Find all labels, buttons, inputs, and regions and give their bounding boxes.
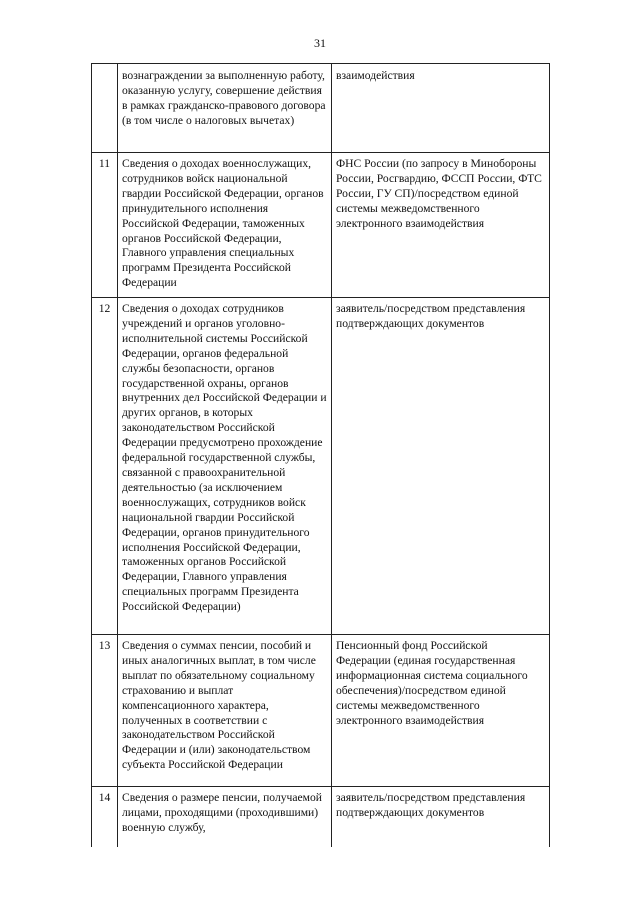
table-row-continued bbox=[92, 64, 550, 153]
table-row-13 bbox=[92, 635, 550, 787]
row-number: 11 bbox=[92, 153, 118, 298]
row-number: 13 bbox=[92, 635, 118, 787]
source-cell: взаимодействия bbox=[332, 64, 550, 153]
source-cell: Пенсионный фонд Российской Федерации (единая государственная информационная система социального обеспечения)/посредством единой системы межведомственного электронного взаимодействия bbox=[332, 635, 550, 787]
table-row-14 bbox=[92, 787, 550, 847]
information-cell: Сведения о суммах пенсии, пособий и иных аналогичных выплат, в том числе выплат по обязательному социальному страхованию и выплат компенсационного характера, полученных в соответствии с законодательством Российской Федерации и (или) законодательством субъекта Российской Федерации bbox=[118, 635, 332, 787]
source-cell: заявитель/посредством представления подтверждающих документов bbox=[332, 298, 550, 635]
table-row-12 bbox=[92, 298, 550, 635]
source-cell: заявитель/посредством представления подтверждающих документов bbox=[332, 787, 550, 847]
row-number bbox=[92, 64, 118, 153]
row-number: 12 bbox=[92, 298, 118, 635]
source-cell: ФНС России (по запросу в Минобороны России, Росгвардию, ФССП России, ФТС России, ГУ СП)/посредством единой системы межведомственного электронного взаимодействия bbox=[332, 153, 550, 298]
information-cell: Сведения о доходах сотрудников учреждений и органов уголовно-исполнительной системы Российской Федерации, органов федеральной службы безопасности, органов государственной охраны, органов внутренних дел Российской Федерации и других органов, в которых законодательством Российской Федерации предусмотрено прохождение федеральной государственной службы, связанной с правоохранительной деятельностью (за исключением военнослужащих, сотрудников войск национальной гвардии Российской Федерации, органов принудительного исполнения Российской Федерации, таможенных органов Российской Федерации, Главного управления специальных программ Президента Российской Федерации) bbox=[118, 298, 332, 635]
table-row-11 bbox=[92, 153, 550, 298]
income-sources-table bbox=[91, 63, 550, 847]
row-number: 14 bbox=[92, 787, 118, 847]
information-cell: вознаграждении за выполненную работу, оказанную услугу, совершение действия в рамках гражданско-правового договора (в том числе о налоговых вычетах) bbox=[118, 64, 332, 153]
page-number: 31 bbox=[314, 36, 326, 50]
information-cell: Сведения о доходах военнослужащих, сотрудников войск национальной гвардии Российской Федерации, органов принудительного исполнения Российской Федерации, таможенных органов Российской Федерации, Главного управления специальных программ Президента Российской Федерации bbox=[118, 153, 332, 298]
information-cell: Сведения о размере пенсии, получаемой лицами, проходящими (проходившими) военную службу, bbox=[118, 787, 332, 847]
